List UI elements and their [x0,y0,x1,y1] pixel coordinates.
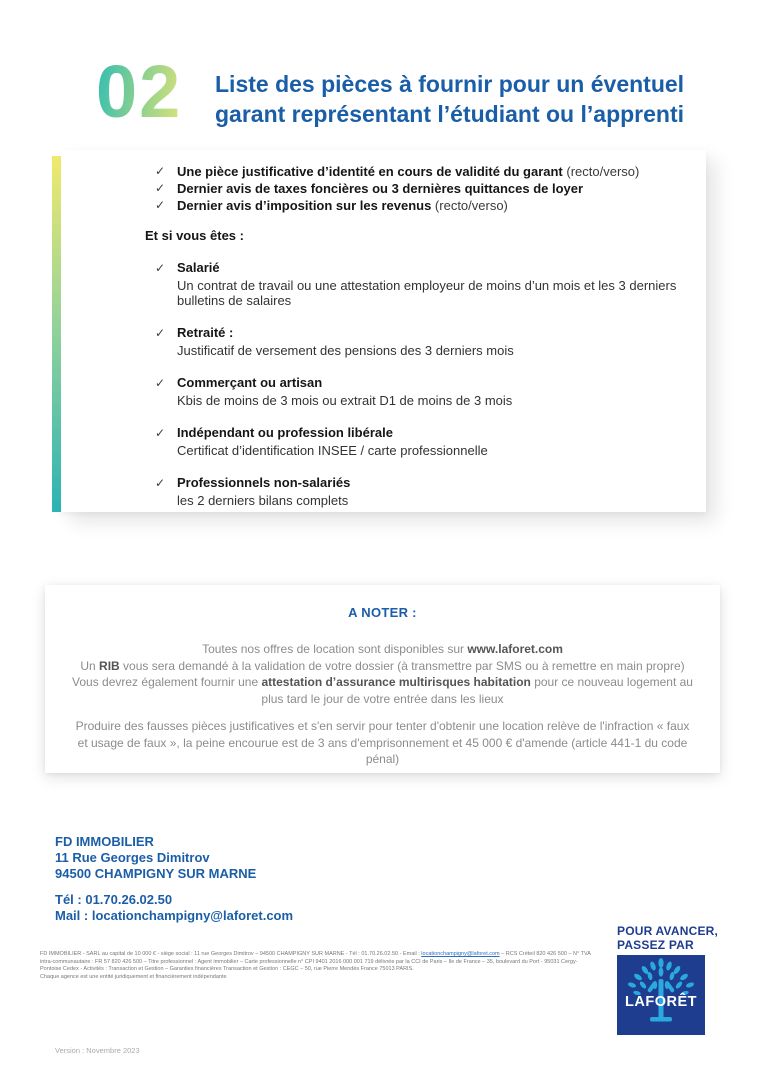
checkmark-icon: ✓ [155,261,166,275]
checkmark-icon: ✓ [155,426,166,440]
category-title: Professionnels non-salariés [177,475,351,490]
agency-email: Mail : locationchampigny@laforet.com [55,908,294,923]
checkmark-icon: ✓ [155,376,166,390]
list-item-text: Une pièce justificative d’identité en cours de validité du garant (recto/verso) [177,164,640,179]
agency-phone: Tél : 01.70.26.02.50 [55,892,173,907]
category-description: les 2 derniers bilans complets [177,493,349,508]
category-title: Commerçant ou artisan [177,375,323,390]
category-block [145,425,678,458]
note-paragraph: Vous devrez également fournir une attestation d’assurance multirisques habitation pour ce nouveau logement au plus tard le jour de votre entrée dans les lieux [72,675,693,706]
category-block [145,260,678,308]
laforet-logo [617,955,705,1035]
page-title [215,69,715,129]
note-paragraph: Un RIB vous sera demandé à la validation de votre dossier (à transmettre par SMS ou à remettre en main propre) [80,658,685,673]
laforet-url: www.laforet.com [467,642,563,656]
agency-name: FD IMMOBILIER [55,834,154,849]
list-item-text: Dernier avis de taxes foncières ou 3 dernières quittances de loyer [177,181,584,196]
checkmark-icon: ✓ [155,198,166,212]
section-number: 02 [96,50,183,133]
page-title-line1: Liste des pièces à fournir pour un éventuel [215,71,685,97]
version-label: Version : Novembre 2023 [55,1046,140,1055]
category-block [145,475,678,508]
agency-address-line2: 94500 CHAMPIGNY SUR MARNE [55,866,257,881]
category-title: Indépendant ou profession libérale [177,425,393,440]
category-title: Retraité : [177,325,234,340]
checkmark-icon: ✓ [155,181,166,195]
checkmark-icon: ✓ [155,326,166,340]
category-description: Justificatif de versement des pensions des 3 derniers mois [177,343,514,358]
legal-email-link[interactable]: locationchampigny@laforet.com [421,951,500,957]
laforet-logo-icon [617,955,705,1035]
category-description: Un contrat de travail ou une attestation employeur de moins d’un mois et les 3 derniers bulletins de salaires [177,278,677,308]
laforet-logo-text: LAFORÊT [625,994,697,1010]
list-item [155,197,678,214]
legal-text: FD IMMOBILIER - SARL au capital de 10 000 € - siège social : 11 rue Georges Dimitrov – 94500 CHAMPIGNY SUR MARNE - Tél : 01.70.26.02.50 - Email : locationchampigny@laforet.com – RCS Créteil 820 426 500 – N° TVA intra-communautaire : FR 57 820 426 500 – Titre professionnel : Agent immobilier – Carte professionnelle n° CPI 9401 2016 000 001 719 délivrée par la CCI de Paris – Ile de France – 35, boulevard du Port - 95031 Cergy-Pontoise Cedex - Activités : Transaction et Gestion – Garanties financières Transaction et Gestion : CEGC – 50, rue Pierre Mendès France 75013 PARIS. Chaque agence est une entité juridiquement et financièrement indépendante [40,951,591,980]
category-block [145,325,678,358]
accent-gradient-bar [52,156,61,512]
brand-tagline: POUR AVANCER, PASSEZ PAR [617,924,719,952]
note-box [45,585,720,773]
list-subheading: Et si vous êtes : [145,228,244,243]
note-warning-paragraph: Produire des fausses pièces justificatives et s'en servir pour tenter d'obtenir une location relève de l'infraction « faux et usage de faux », la peine encourue est de 3 ans d'emprisonnement et 45 000 € d'amende (article 441-1 du code pénal) [75,719,690,766]
category-block [145,375,678,408]
category-description: Certificat d’identification INSEE / carte professionnelle [177,443,488,458]
list-item [155,163,678,180]
agency-contact-block [55,834,293,924]
list-item [155,180,678,197]
note-heading: A NOTER : [348,605,417,620]
list-item-text: Dernier avis d’imposition sur les revenus (recto/verso) [177,198,508,213]
page-title-line2: garant représentant l’étudiant ou l’apprenti [215,101,685,127]
checkmark-icon: ✓ [155,476,166,490]
agency-address-line1: 11 Rue Georges Dimitrov [55,850,210,865]
checklist-card [60,150,706,512]
category-description: Kbis de moins de 3 mois ou extrait D1 de moins de 3 mois [177,393,513,408]
category-title: Salarié [177,260,220,275]
checkmark-icon: ✓ [155,164,166,178]
note-paragraph: Toutes nos offres de location sont disponibles sur www.laforet.com [202,642,563,656]
